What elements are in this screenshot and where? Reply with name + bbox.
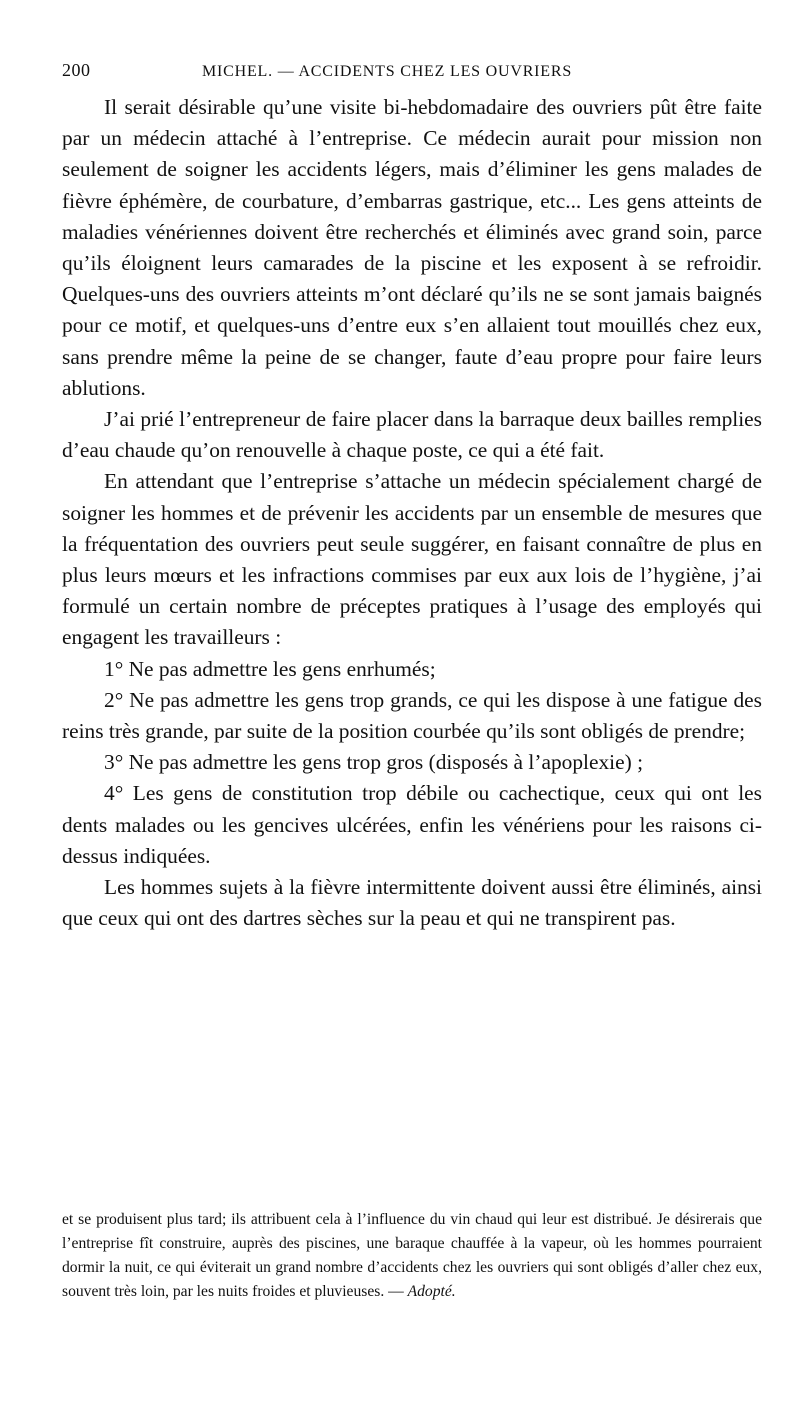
- paragraph-hot-water-tubs: J’ai prié l’entrepreneur de faire placer dans la barraque deux bailles remplies d’eau chaude qu’on renouvelle à chaque poste, ce qui a été fait.: [62, 407, 762, 463]
- precept-item-1: 1° Ne pas admettre les gens enrhumés;: [104, 656, 436, 681]
- page-number: 200: [62, 60, 91, 80]
- paragraph-medical-visit: Il serait désirable qu’une visite bi-hebdomadaire des ouvriers pût être faite par un médecin attaché à l’entreprise. Ce médecin aurait pour mission non seulement de soigner les accidents légers, mais d’éliminer les gens malades de fièvre éphémère, de courbature, d’embarras gastrique, etc... Les gens atteints de maladies vénériennes doivent être recherchés et éliminés avec grand soin, parce qu’ils éloignent leurs camarades de la piscine et les exposent à se refroidir. Quelques-uns des ouvriers atteints m’ont déclaré qu’ils ne se sont jamais baignés pour ce motif, et quelques-uns d’entre eux s’en allaient tout mouillés chez eux, sans prendre même la peine de se changer, faute d’eau propre pour faire leurs ablutions.: [62, 95, 762, 400]
- footnote: [62, 1208, 762, 1304]
- body-text: [62, 92, 762, 934]
- running-title: MICHEL. — ACCIDENTS CHEZ LES OUVRIERS: [202, 63, 573, 80]
- paragraph-precepts-intro: En attendant que l’entreprise s’attache un médecin spécialement chargé de soigner les hommes et de prévenir les accidents par un ensemble de mesures que la fréquentation des ouvriers peut seule suggérer, en faisant connaître de plus en plus leurs mœurs et les infractions commises par eux aux lois de l’hygiène, j’ai formulé un certain nombre de préceptes pratiques à l’usage des employés qui engagent les travailleurs :: [62, 469, 762, 650]
- footnote-adopted: Adopté.: [407, 1283, 456, 1300]
- precept-item-3: 3° Ne pas admettre les gens trop gros (disposés à l’apoplexie) ;: [104, 750, 644, 775]
- precept-item-2: 2° Ne pas admettre les gens trop grands, ce qui les dispose à une fatigue des reins très grande, par suite de la position courbée qu’ils sont obligés de prendre;: [62, 687, 762, 744]
- running-header: [62, 60, 762, 88]
- page: [62, 60, 762, 934]
- precept-item-4: 4° Les gens de constitution trop débile ou cachectique, ceux qui ont les dents malades ou les gencives ulcérées, enfin les vénériens pour les raisons ci-dessus indiquées.: [62, 781, 762, 868]
- footnote-text: et se produisent plus tard; ils attribuent cela à l’influence du vin chaud qui leur est distribué. Je désirerais que l’entreprise fît construire, auprès des piscines, une baraque chauffée à la vapeur, où les hommes pourraient dormir la nuit, ce qui éviterait un grand nombre d’accidents chez les ouvriers qui sont obligés d’aller chez eux, souvent très loin, par les nuits froides et pluvieuses. —: [62, 1211, 762, 1300]
- paragraph-fever-exclusion: Les hommes sujets à la fièvre intermittente doivent aussi être éliminés, ainsi que ceux qui ont des dartres sèches sur la peau et qui ne transpirent pas.: [62, 875, 762, 931]
